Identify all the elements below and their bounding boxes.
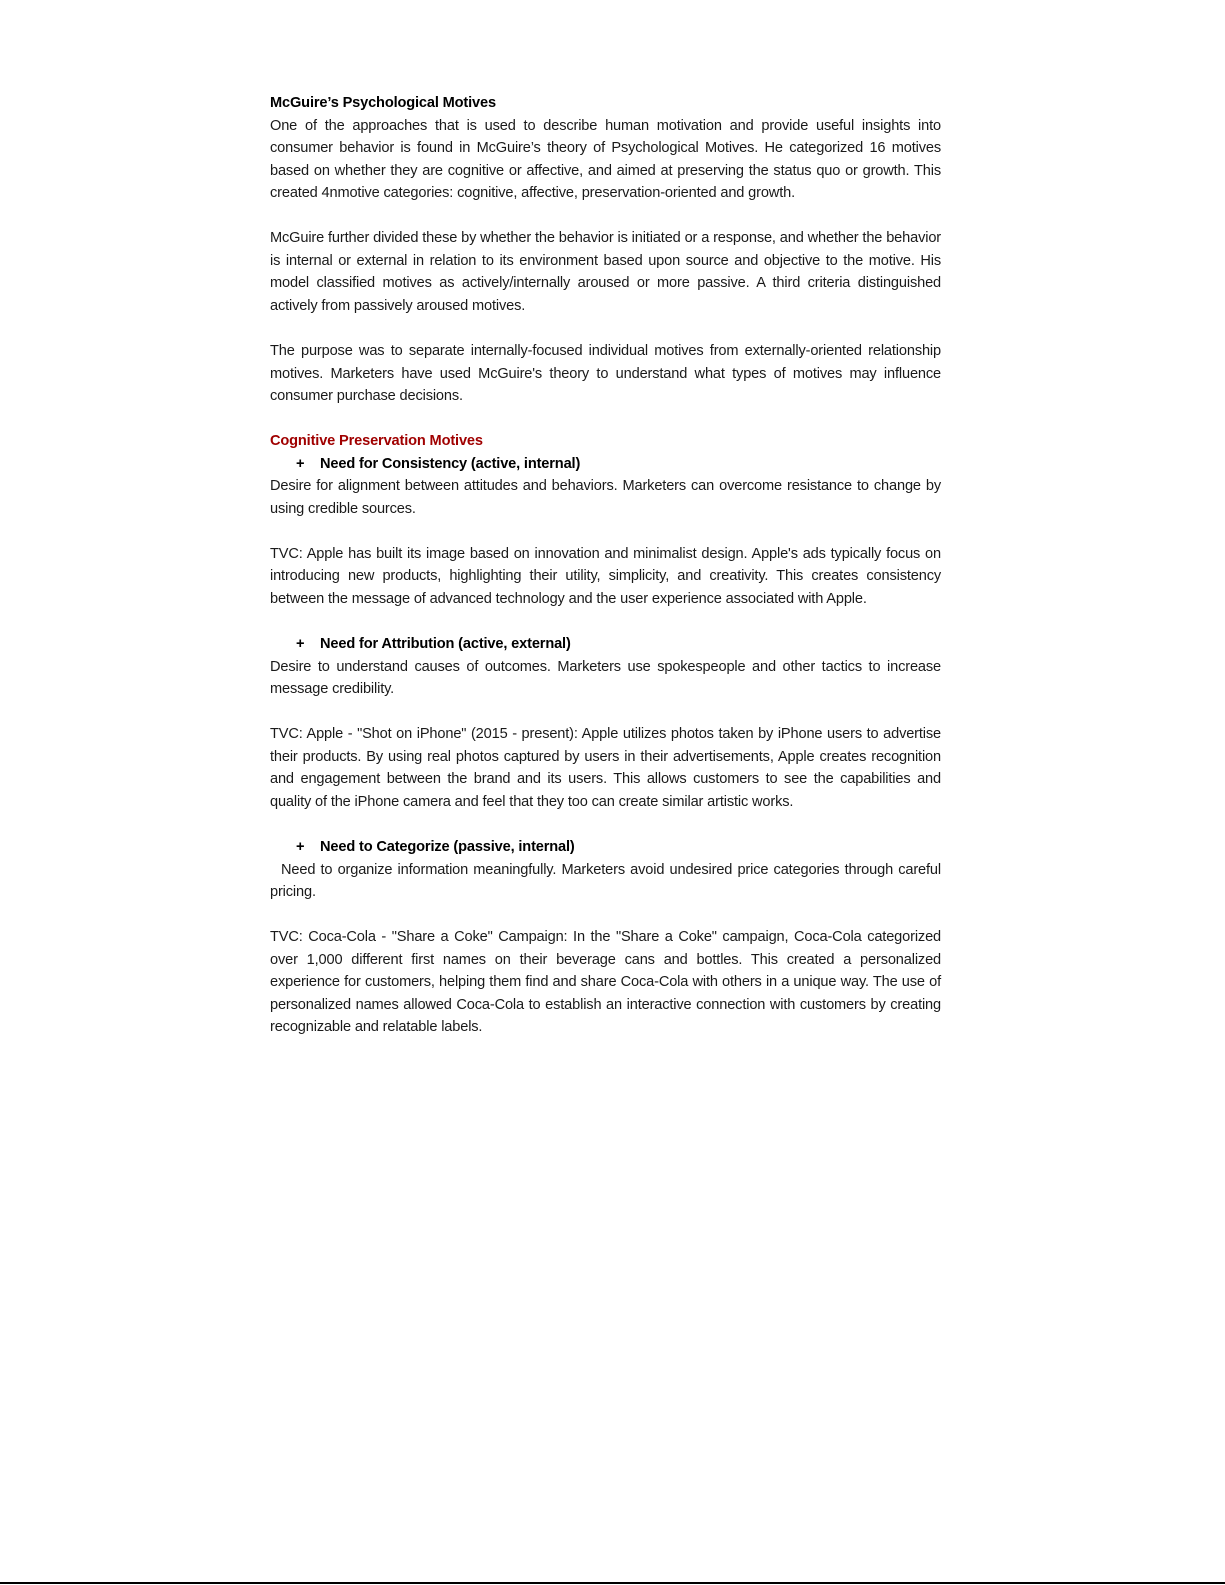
document-page [270,92,941,1062]
bullet-plus-icon: + [296,839,305,856]
motive-heading [270,453,941,476]
document-title: McGuire’s Psychological Motives [270,95,496,111]
motive-description: Need to organize information meaningfully. Marketers avoid undesired price categories through careful pricing. [270,861,941,901]
bullet-plus-icon: + [296,636,305,653]
page-bottom-rule [0,1582,1225,1584]
section-heading: Cognitive Preservation Motives [270,433,483,450]
intro-paragraph: One of the approaches that is used to describe human motivation and provide useful insights into consumer behavior is found in McGuire’s theory of Psychological Motives. He categorized 16 motives based on whether they are cognitive or affective, and aimed at preserving the status quo or growth. This created 4nmotive categories: cognitive, affective, preservation-oriented and growth. [270,117,941,202]
motive-example: TVC: Coca-Cola - "Share a Coke" Campaign: In the "Share a Coke" campaign, Coca-Cola categorized over 1,000 different first names on their beverage cans and bottles. This created a personalized experience for customers, helping them find and share Coca-Cola with others in a unique way. The use of personalized names allowed Coca-Cola to establish an interactive connection with customers by creating recognizable and relatable labels. [270,929,941,1036]
motive-name: Need for Attribution (active, external) [320,636,571,653]
motive-description: Desire to understand causes of outcomes. Marketers use spokespeople and other tactics to increase message credibility. [270,658,941,698]
intro-paragraph: McGuire further divided these by whether the behavior is initiated or a response, and whether the behavior is internal or external in relation to its environment based upon source and objective to the motive. His model classified motives as actively/internally aroused or more passive. A third criteria distinguished actively from passively aroused motives. [270,230,941,314]
motive-name: Need for Consistency (active, internal) [320,455,581,472]
intro-paragraph: The purpose was to separate internally-focused individual motives from externally-oriented relationship motives. Marketers have used McGuire's theory to understand what types of motives may influence consumer purchase decisions. [270,343,941,405]
bullet-plus-icon: + [296,455,305,472]
motive-description: Desire for alignment between attitudes and behaviors. Marketers can overcome resistance to change by using credible sources. [270,478,941,517]
motive-name: Need to Categorize (passive, internal) [320,839,575,856]
motive-example: TVC: Apple has built its image based on innovation and minimalist design. Apple's ads typically focus on introducing new products, highlighting their utility, simplicity, and creativity. This creates consistency between the message of advanced technology and the user experience associated with Apple. [270,545,941,608]
motive-heading [270,633,941,656]
motive-heading [270,836,941,859]
motive-example: TVC: Apple - "Shot on iPhone" (2015 - present): Apple utilizes photos taken by iPhone users to advertise their products. By using real photos captured by users in their advertisements, Apple creates recognition and engagement between the brand and its users. This allows customers to see the capabilities and quality of the iPhone camera and feel that they too can create similar artistic works. [270,726,941,810]
